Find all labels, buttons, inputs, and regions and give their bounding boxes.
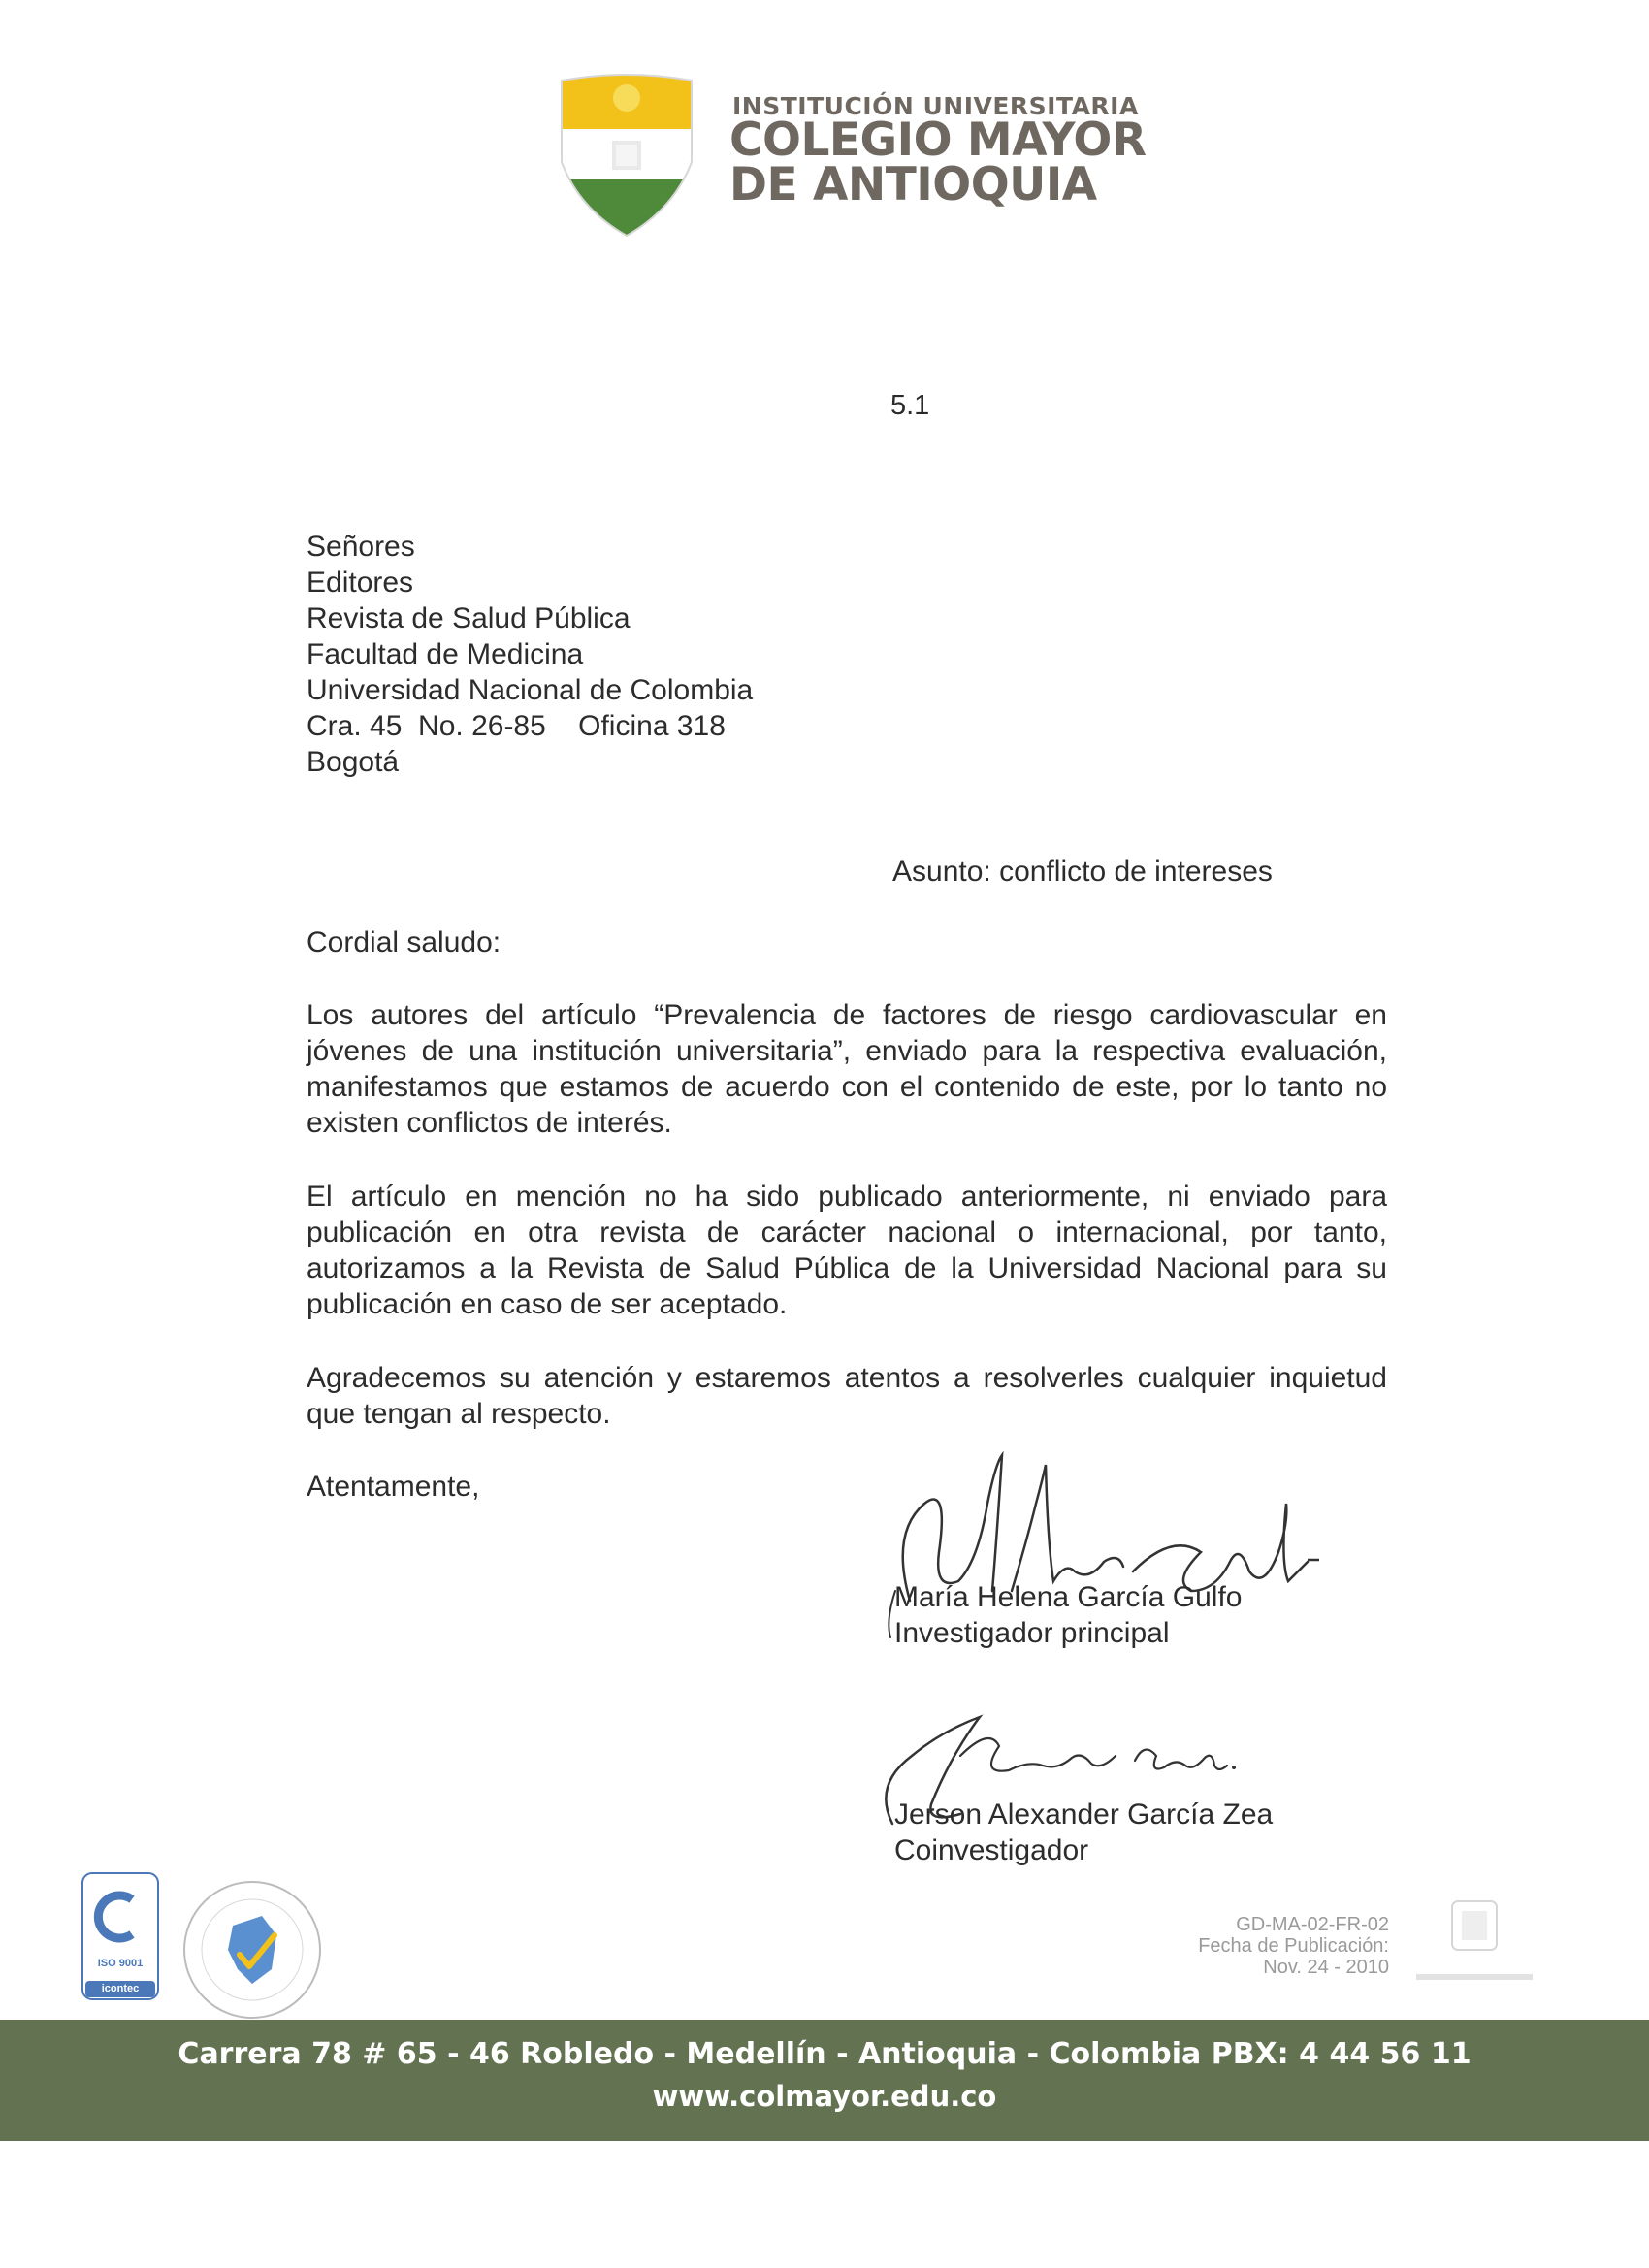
faded-stamp: [1411, 1896, 1537, 1989]
signatory-2-name: Jerson Alexander García Zea: [894, 1798, 1274, 1831]
footer-address: Carrera 78 # 65 - 46 Robledo - Medellín - Antioquia - Colombia PBX: 4 44 56 11: [178, 2037, 1471, 2071]
institution-type: INSTITUCIÓN UNIVERSITARIA: [732, 92, 1139, 120]
paragraph-3: Agradecemos su atención y estaremos atentos a resolverles cualquier inquietud que tengan al respecto.: [307, 1362, 1387, 1430]
document-code: GD-MA-02-FR-02: [1236, 1914, 1389, 1935]
subject-line: Asunto: conflicto de intereses: [892, 856, 1273, 888]
iso-certification-seal: [81, 1872, 159, 2000]
publication-date-label: Fecha de Publicación:: [1198, 1935, 1389, 1957]
paragraph-2: El artículo en mención no ha sido publicado anteriormente, ni enviado para publicación en otra revista de carácter nacional o internacional, por tanto, autorizamos a la Revista de Salud Pública de la Universidad Nacional para su publicación en caso de ser aceptado.: [307, 1181, 1387, 1320]
address-line: Señores: [307, 531, 415, 563]
signatory-2-role: Coinvestigador: [894, 1834, 1089, 1866]
institution-name-line1: COLEGIO MAYOR: [729, 113, 1147, 167]
institution-name-line2: DE ANTIOQUIA: [729, 158, 1097, 211]
address-line: Cra. 45 No. 26-85 Oficina 318: [307, 710, 726, 742]
address-line: Bogotá: [307, 746, 400, 778]
footer-band: [0, 2020, 1649, 2141]
quality-certification-seal: [179, 1877, 325, 2023]
address-line: Universidad Nacional de Colombia: [307, 674, 754, 706]
signatory-1-role: Investigador principal: [894, 1617, 1170, 1649]
recipient-address: [307, 529, 753, 780]
greeting: Cordial saludo:: [307, 926, 501, 958]
institution-shield-logo: [558, 73, 695, 238]
paragraph-1: Los autores del artículo “Prevalencia de factores de riesgo cardiovascular en jóvenes de una institución universitaria”, enviado para la respectiva evaluación, manifestamos que estamos de acuerdo con el contenido de este, por lo tanto no existen conflictos de interés.: [307, 999, 1387, 1139]
closing: Atentamente,: [307, 1471, 480, 1503]
document-reference: [1145, 1914, 1389, 1978]
iso-brand: icontec: [101, 1983, 140, 1994]
publication-date: Nov. 24 - 2010: [1263, 1957, 1389, 1978]
signatory-1-name: María Helena García Gulfo: [894, 1581, 1243, 1613]
address-line: Revista de Salud Pública: [307, 602, 630, 634]
address-line: Facultad de Medicina: [307, 638, 584, 670]
address-line: Editores: [307, 567, 414, 599]
iso-label: ISO 9001: [97, 1958, 144, 1969]
footer-website[interactable]: www.colmayor.edu.co: [652, 2080, 997, 2113]
page-reference: 5.1: [890, 390, 930, 421]
